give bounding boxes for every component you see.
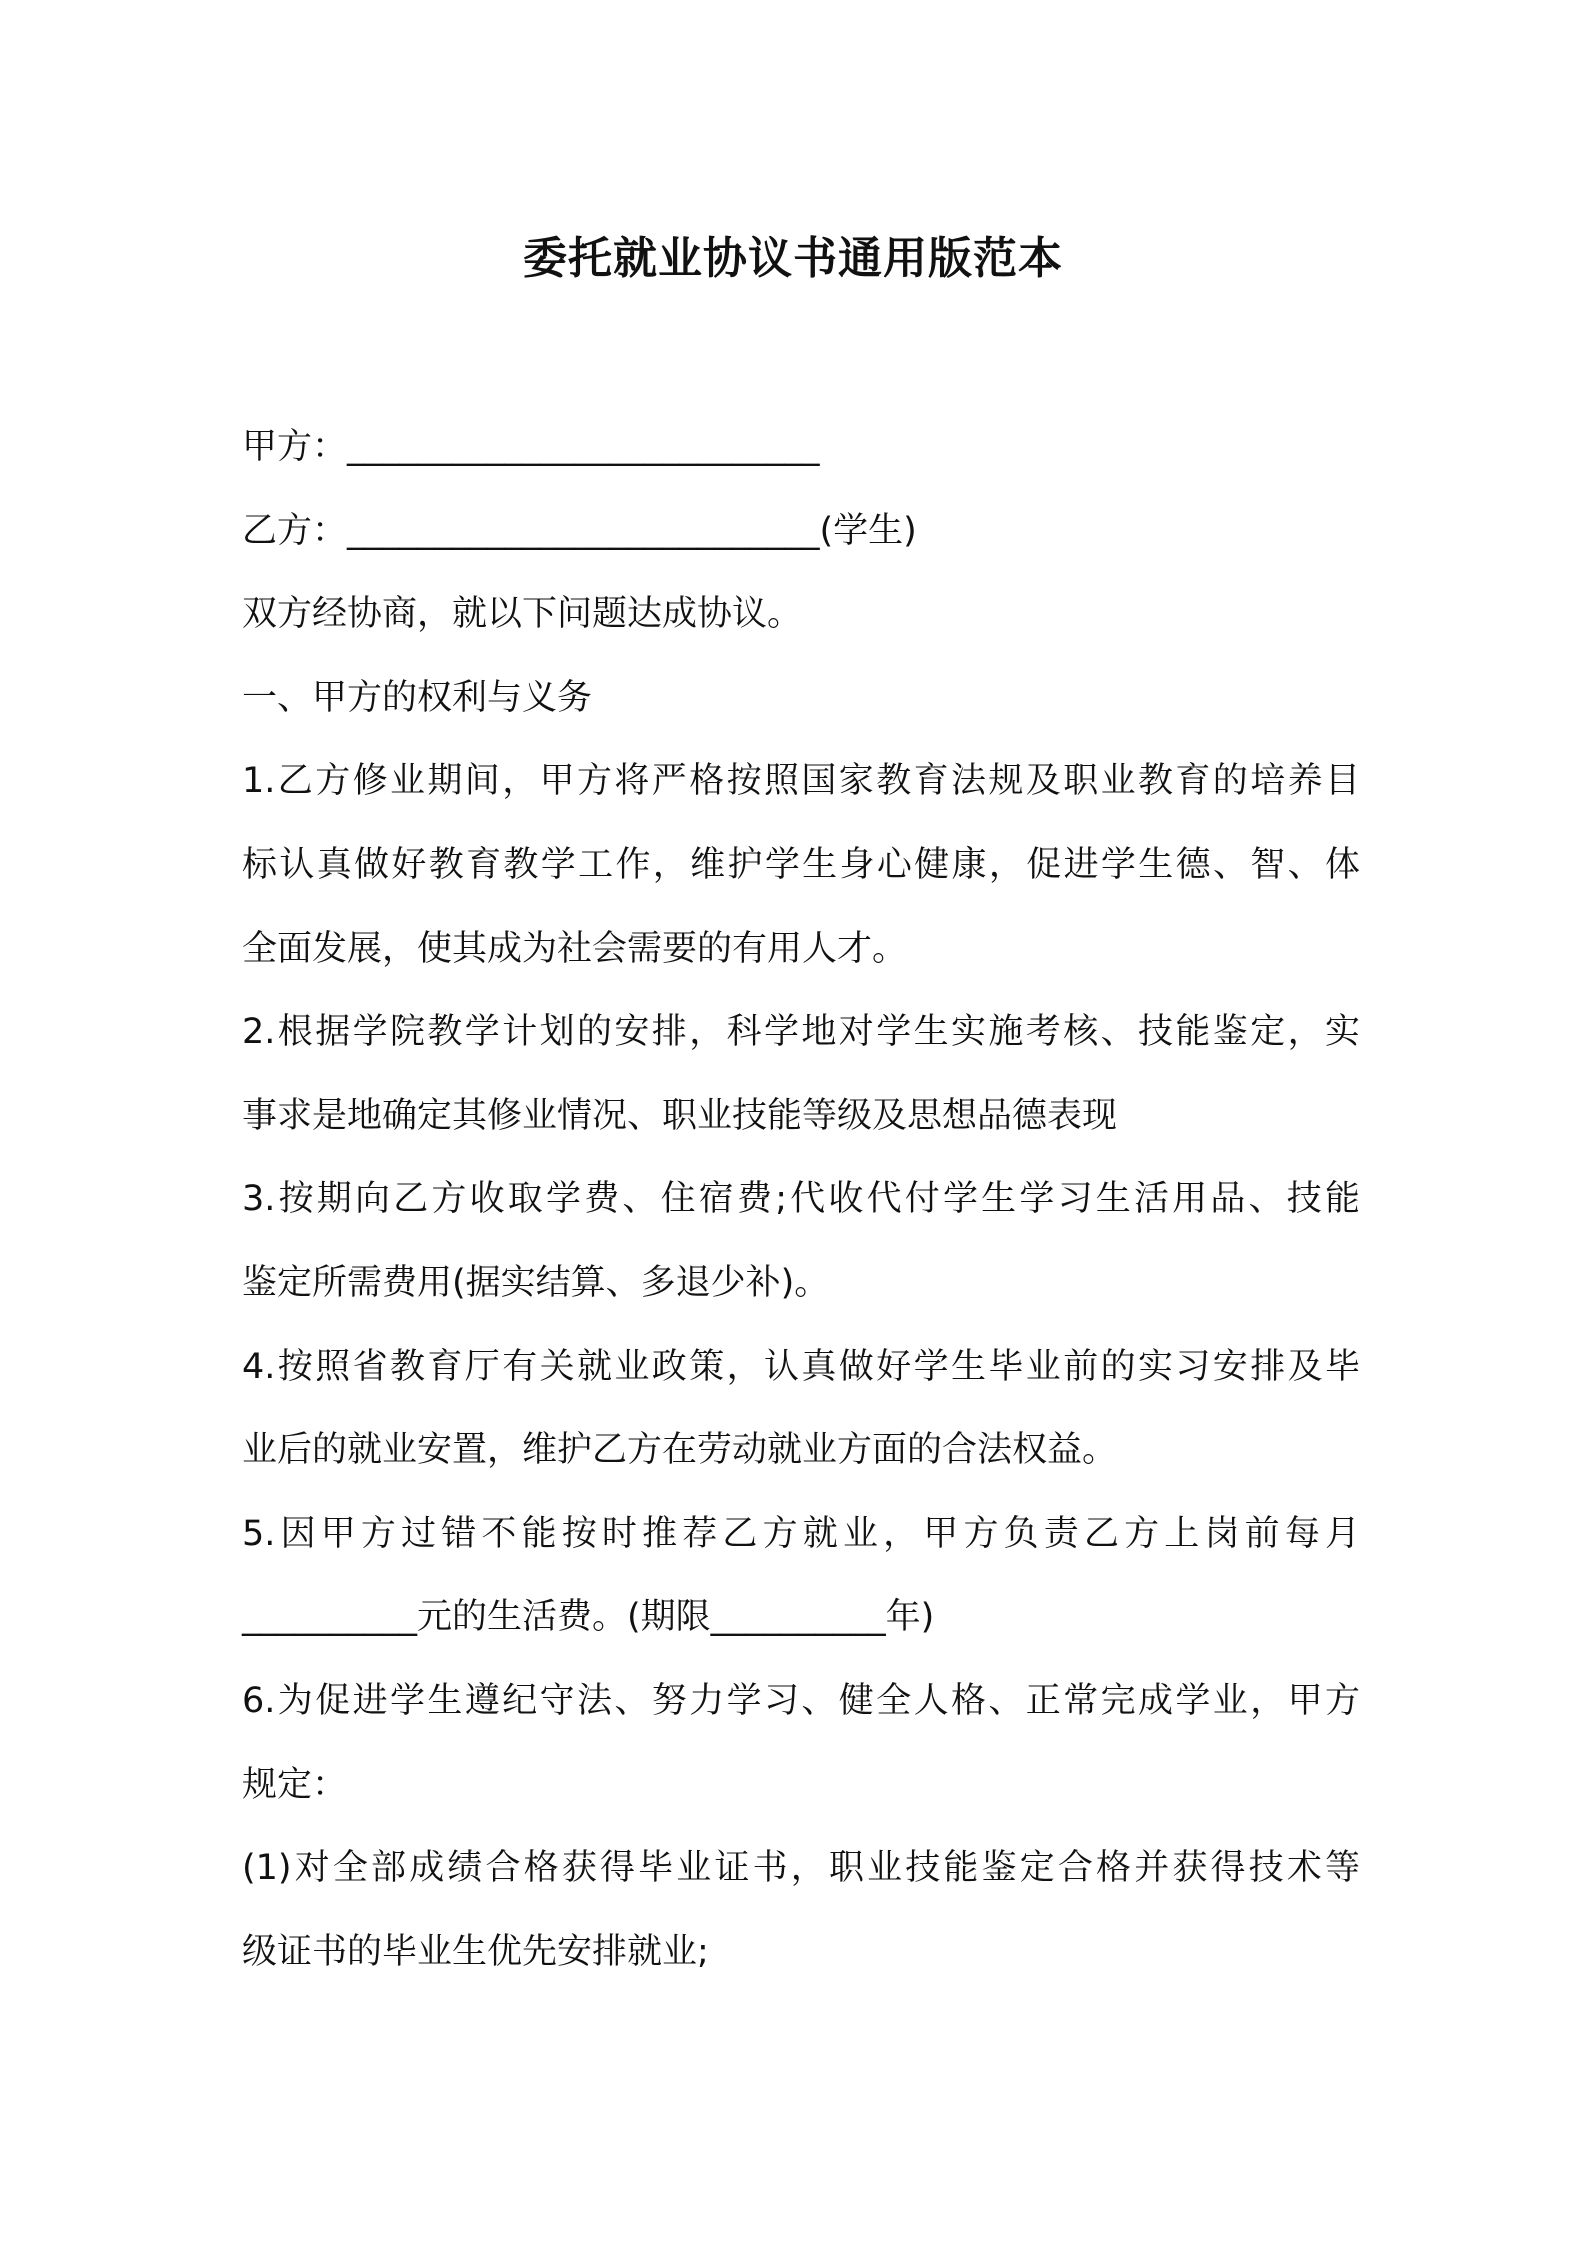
section-heading: 一、甲方的权利与义务 xyxy=(242,677,593,718)
clause-line: 6.为促进学生遵纪守法、努力学习、健全人格、正常完成学业，甲方 xyxy=(242,1680,1360,1721)
clause-line: 规定： xyxy=(242,1764,348,1805)
party-a-line: 甲方：___________________________ xyxy=(242,427,820,467)
party-b-line: 乙方：___________________________(学生) xyxy=(242,510,917,551)
clause-line: 标认真做好教育教学工作，维护学生身心健康，促进学生德、智、体 xyxy=(242,844,1360,885)
clause-line: __________元的生活费。(期限__________年) xyxy=(242,1597,935,1638)
clause-line: 全面发展，使其成为社会需要的有用人才。 xyxy=(242,928,908,969)
clause-line: 4.按照省教育厅有关就业政策，认真做好学生毕业前的实习安排及毕 xyxy=(242,1346,1360,1387)
clause-line: (1)对全部成绩合格获得毕业证书，职业技能鉴定合格并获得技术等 xyxy=(242,1848,1360,1889)
clause-line: 事求是地确定其修业情况、职业技能等级及思想品德表现 xyxy=(242,1095,1118,1136)
clause-line: 5.因甲方过错不能按时推荐乙方就业，甲方负责乙方上岗前每月 xyxy=(242,1513,1360,1554)
clause-line: 级证书的毕业生优先安排就业; xyxy=(242,1931,709,1972)
clause-line: 业后的就业安置，维护乙方在劳动就业方面的合法权益。 xyxy=(242,1430,1118,1471)
document-body xyxy=(242,406,1360,1994)
clause-line: 鉴定所需费用(据实结算、多退少补)。 xyxy=(242,1262,830,1303)
clause-line: 1.乙方修业期间，甲方将严格按照国家教育法规及职业教育的培养目 xyxy=(242,761,1360,802)
agreement-intro: 双方经协商，就以下问题达成协议。 xyxy=(242,594,803,635)
document-title: 委托就业协议书通用版范本 xyxy=(523,233,1063,284)
clause-line: 3.按期向乙方收取学费、住宿费;代收代付学生学习生活用品、技能 xyxy=(242,1179,1360,1220)
clause-line: 2.根据学院教学计划的安排，科学地对学生实施考核、技能鉴定，实 xyxy=(242,1012,1360,1053)
